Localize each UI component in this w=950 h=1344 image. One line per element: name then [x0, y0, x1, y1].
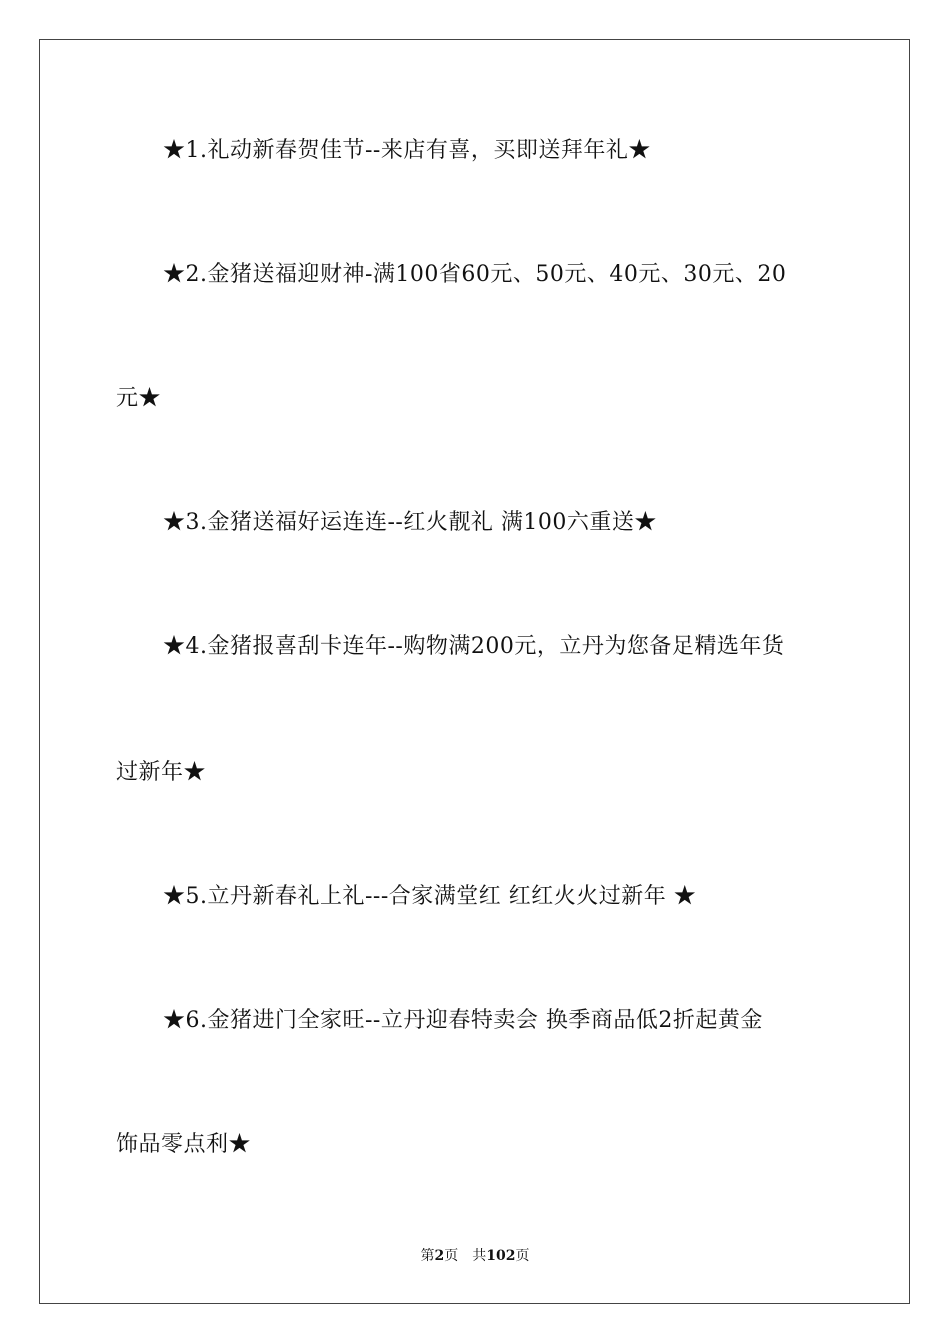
paragraph-line-4: ★4.金猪报喜刮卡连年--购物满200元，立丹为您备足精选年货 — [163, 634, 785, 659]
paragraph-line-6-cont: 饰品零点利★ — [116, 1132, 252, 1157]
paragraph-line-6: ★6.金猪进门全家旺--立丹迎春特卖会 换季商品低2折起黄金 — [163, 1008, 763, 1033]
total-page-number: 102 — [486, 1248, 516, 1264]
paragraph-line-5: ★5.立丹新春礼上礼---合家满堂红 红红火火过新年 ★ — [163, 884, 697, 909]
total-prefix: 共 — [472, 1248, 487, 1264]
current-page-number: 2 — [434, 1248, 445, 1264]
paragraph-line-2: ★2.金猪送福迎财神-满100省60元、50元、40元、30元、20 — [163, 262, 787, 287]
page-footer — [0, 1246, 950, 1266]
paragraph-line-3: ★3.金猪送福好运连连--红火靓礼 满100六重送★ — [163, 510, 657, 535]
page-border — [39, 39, 910, 1304]
paragraph-line-1: ★1.礼动新春贺佳节--来店有喜，买即送拜年礼★ — [163, 138, 651, 163]
page-prefix: 第 — [420, 1248, 435, 1264]
paragraph-line-2-cont: 元★ — [116, 386, 162, 411]
paragraph-line-4-cont: 过新年★ — [116, 760, 207, 785]
page-unit: 页 — [444, 1248, 459, 1264]
total-unit: 页 — [515, 1248, 530, 1264]
